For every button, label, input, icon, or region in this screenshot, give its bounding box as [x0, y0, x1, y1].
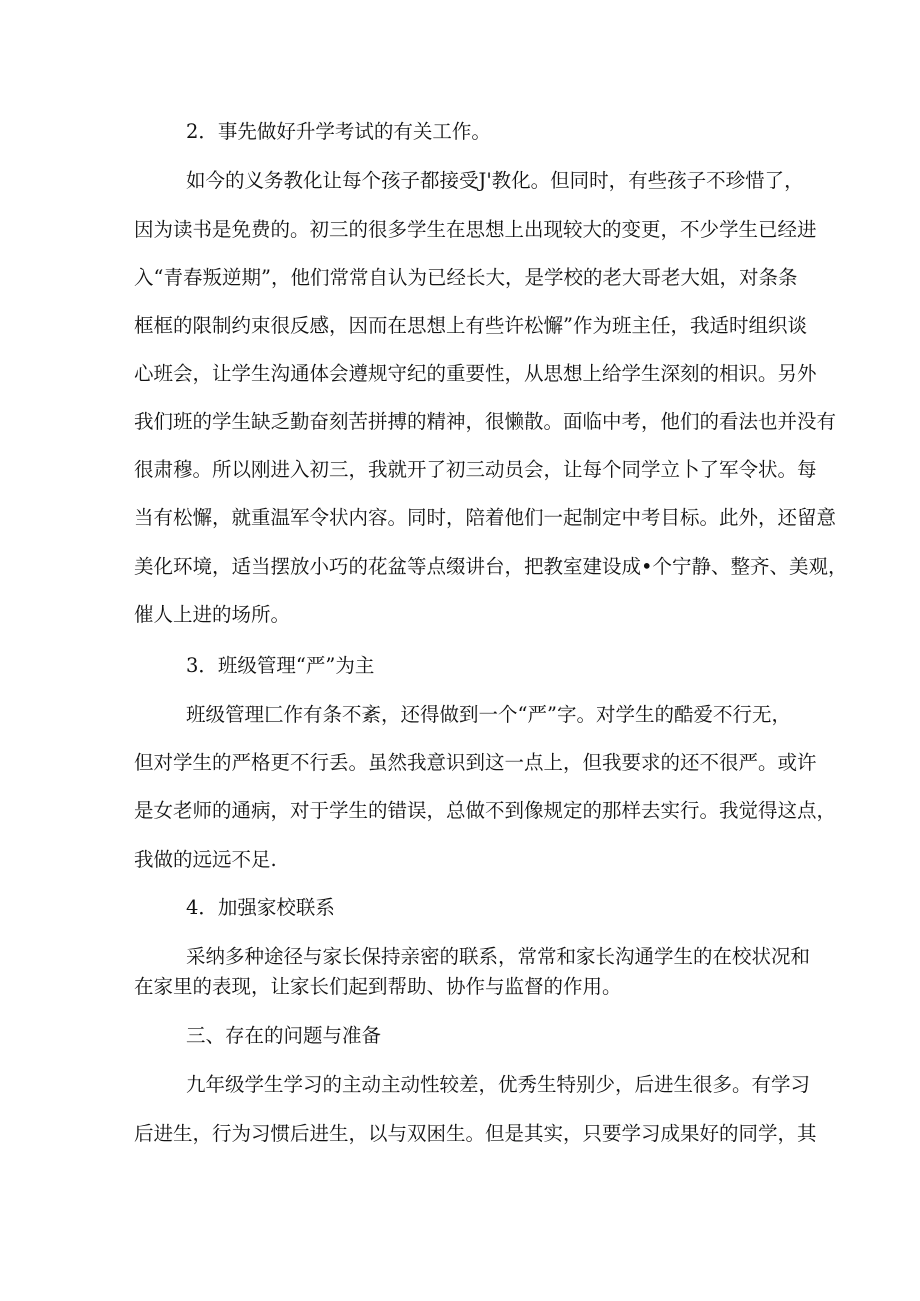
paragraph-line: 入“青春叛逆期”，他们常常自认为已经长大，是学校的老大哥老大姐，对条条 [134, 266, 798, 289]
paragraph-line: 班级管理匚作有条不紊，还得做到一个“严”字。对学生的酷爱不行无， [186, 703, 791, 726]
paragraph-line: 框框的限制约束很反感，因而在思想上有些许松懈”作为班主任，我适时组织谈 [134, 314, 807, 337]
heading-line: 三、存在的问题与准备 [186, 1024, 382, 1047]
paragraph-line: 很肃穆。所以刚进入初三，我就开了初三动员会，让每个同学立卜了军令状。每 [134, 458, 817, 481]
paragraph-line: 九年级学生学习的主动主动性较差，优秀生特别少，后进生很多。有学习 [186, 1073, 811, 1096]
heading-line: 3．班级管理“严”为主 [186, 654, 375, 677]
paragraph-line: 我们班的学生缺乏勤奋刻苦拼搏的精神，很懒散。面临中考，他们的看法也并没有 [134, 410, 837, 433]
paragraph-line: 我做的远远不足. [134, 848, 277, 871]
paragraph-line: 催人上进的场所。 [134, 603, 291, 626]
paragraph-line: 是女老师的通病，对于学生的错误，总做不到像规定的那样去实行。我觉得这点， [134, 799, 837, 822]
paragraph-line: 美化环境，适当摆放小巧的花盆等点缀讲台，把教室建设成•个宁静、整齐、美观， [134, 555, 848, 578]
paragraph-line: 采纳多种途径与家长保持亲密的联系，常常和家长沟通学生的在校状况和 [186, 945, 811, 968]
paragraph-line: 心班会，让学生沟通体会遵规守纪的重要性，从思想上给学生深刻的相识。另外 [134, 362, 817, 385]
paragraph-line: 当有松懈，就重温军令状内容。同时，陪着他们一起制定中考目标。此外，还留意 [134, 506, 837, 529]
heading-line: 4．加强家校联系 [186, 896, 335, 919]
paragraph-line: 后进生，行为习惯后进生，以与双困生。但是其实，只要学习成果好的同学，其 [134, 1122, 817, 1145]
paragraph-line: 但对学生的严格更不行丢。虽然我意识到这一点上，但我要求的还不很严。或许 [134, 751, 817, 774]
paragraph-line: 如今的义务教化让每个孩子都接受J'教化。但同时，有些孩子不珍惜了， [186, 169, 804, 192]
paragraph-line: 在家里的表现，让家长们起到帮助、协作与监督的作用。 [134, 975, 622, 998]
paragraph-line: 因为读书是免费的。初三的很多学生在思想上出现较大的变更，不少学生已经进 [134, 218, 817, 241]
heading-line: 2．事先做好升学考试的有关工作。 [186, 120, 491, 143]
